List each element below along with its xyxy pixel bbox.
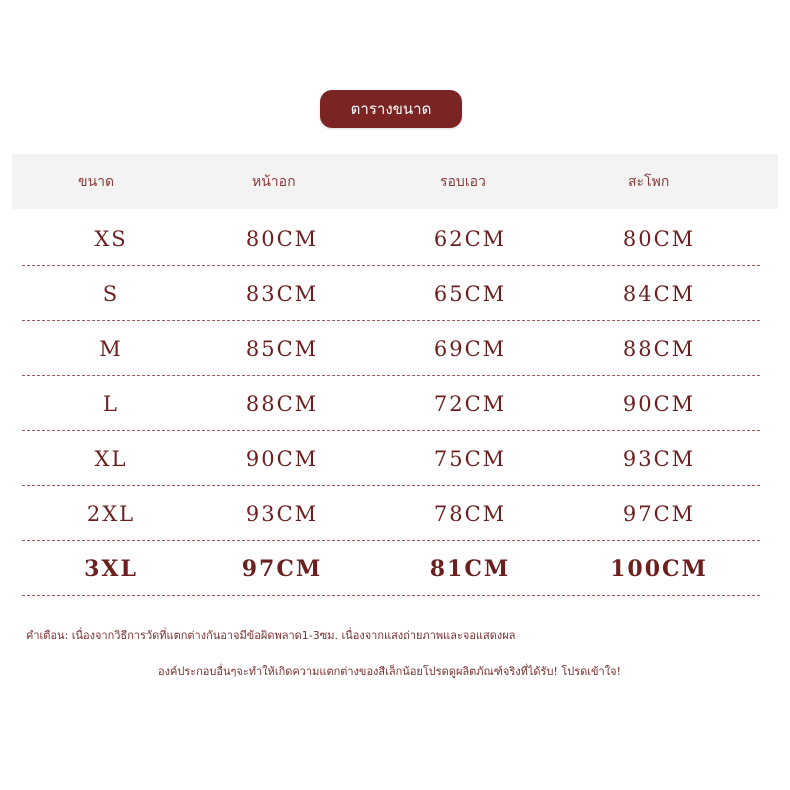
header-chest: หน้าอก [252,173,296,190]
hip-cell: 84CM [622,281,696,306]
waist-cell: 69CM [433,336,507,361]
size-cell: S [102,281,120,306]
header-size: ขนาด [78,173,115,190]
hip-cell: 88CM [622,336,696,361]
table-row [0,321,790,376]
chest-cell: 97CM [241,555,323,582]
table-row [0,431,790,486]
hip-cell: 93CM [622,446,696,471]
waist-cell: 65CM [433,281,507,306]
size-cell: XL [94,446,128,471]
chest-cell: 83CM [245,281,319,306]
waist-cell: 81CM [429,555,511,582]
table-row [0,266,790,321]
warning-note-line1: คำเตือน: เนื่องจากวิธีการวัดที่แตกต่างกันอาจมีข้อผิดพลาด1-3ซม. เนื่องจากแสงถ่ายภาพและจอแสดงผล [26,629,516,642]
warning-note-line2: องค์ประกอบอื่นๆจะทำให้เกิดความแตกต่างของสีเล็กน้อยโปรดดูผลิตภัณฑ์จริงที่ได้รับ! โปรดเข้าใจ! [158,665,621,678]
waist-cell: 62CM [433,226,507,251]
header-waist: รอบเอว [440,173,486,190]
waist-cell: 72CM [433,391,507,416]
chest-cell: 88CM [245,391,319,416]
size-chart-title: ตารางขนาด [320,90,462,128]
table-row [0,486,790,541]
size-cell: M [99,336,123,361]
hip-cell: 100CM [610,555,708,582]
header-hip: สะโพก [628,173,670,190]
table-row [0,541,790,596]
waist-cell: 78CM [433,501,507,526]
hip-cell: 97CM [622,501,696,526]
row-divider [22,595,760,596]
chest-cell: 85CM [245,336,319,361]
size-cell: XS [94,226,128,251]
chest-cell: 90CM [245,446,319,471]
size-cell: 3XL [84,555,138,582]
hip-cell: 80CM [622,226,696,251]
size-cell: L [103,391,119,416]
size-cell: 2XL [86,501,136,526]
waist-cell: 75CM [433,446,507,471]
chest-cell: 93CM [245,501,319,526]
table-header [12,154,778,209]
table-row [0,211,790,266]
hip-cell: 90CM [622,391,696,416]
table-row [0,376,790,431]
chest-cell: 80CM [245,226,319,251]
